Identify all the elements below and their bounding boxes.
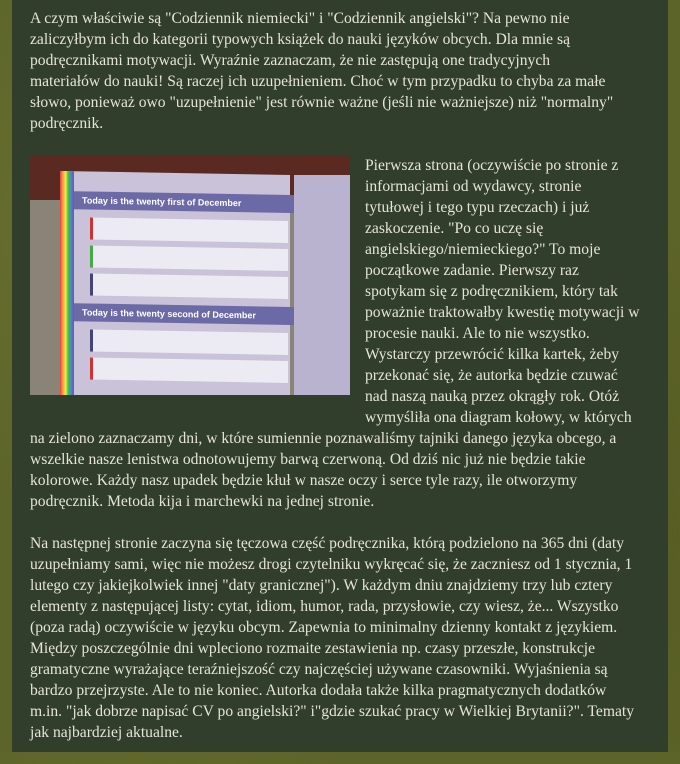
text-line: (poza radą) oczywiście w języku obcym. Zapewnia to minimalny dzienny kontakt z językiem. <box>30 619 618 636</box>
rainbow-edge <box>60 171 74 395</box>
text-line: elementy z następującej listy: cytat, idiom, humor, rada, przysłowie, czy wiesz, że... Wszystko <box>30 598 619 615</box>
text-line: tytułowej i tego typu rzeczach) i już <box>365 199 590 216</box>
text-line: poważnie traktowałby kwestię motywacji w <box>365 304 640 321</box>
quote-card <box>90 218 288 243</box>
fact-card <box>90 274 288 299</box>
quote-card <box>90 358 288 383</box>
text-line: podręcznikami motywacji. Wyraźnie zaznaczam, że nie zastępują one tradycyjnych <box>30 52 551 69</box>
text-line: procesie nauki. Ale to nie wszystko. <box>365 325 590 342</box>
text-line: informacjami od wydawcy, stronie <box>365 178 582 195</box>
day-heading: Today is the twenty second of December <box>74 303 298 325</box>
text-line: uzupełniamy sami, więc nie możesz drogi czytelniku wykręcać się, że zaczniesz od 1 stycznia, 1 <box>30 556 633 573</box>
text-line: Pierwsza strona (oczywiście po stronie z <box>365 157 619 174</box>
text-line: jak najbardziej aktualne. <box>30 724 183 741</box>
paragraph-intro <box>30 8 660 134</box>
text-line: lutego czy jakiejkolwiek innej "daty granicznej"). W każdym dniu znajdziemy trzy lub cztery <box>30 577 613 594</box>
text-line: Między poszczególnie dni wpleciono rozmaite zestawienia np. czasy przeszłe, konstrukcje <box>30 640 596 657</box>
text-line: wymyśliła ona diagram kołowy, w których <box>365 409 632 426</box>
book-page <box>60 171 290 395</box>
content-panel <box>12 0 668 752</box>
book-right-page <box>294 175 350 395</box>
text-line: kolorowe. Każdy nasz upadek będzie kłuł w nasze oczy i serce tyle razy, ile otworzymy <box>30 472 578 489</box>
text-line: podręcznik. <box>30 115 104 132</box>
text-line: bardzo przejrzyste. Ale to nie koniec. Autorka dodała także kilka pragmatycznych dodatków <box>30 682 607 699</box>
text-line: Na następnej stronie zaczyna się tęczowa część podręcznika, którą podzielono na 365 dni (daty <box>30 535 625 552</box>
text-line: Wystarczy przewrócić kilka kartek, żeby <box>365 346 620 363</box>
book-photo <box>30 155 350 395</box>
text-line: zaliczyłbym ich do kategorii typowych książek do nauki języków obcych. Dla mnie są <box>30 31 570 48</box>
text-line: gramatyczne wyrażające teraźniejszość czy najczęściej używane czasowniki. Wyjaśnienia są <box>30 661 608 678</box>
text-line: podręcznik. Metoda kija i marchewki na jednej stronie. <box>30 493 375 510</box>
day-heading: Today is the twenty first of December <box>74 191 298 213</box>
text-line: m.in. "jak dobrze napisać CV po angielski?" i"gdzie szukać pracy w Wielkiej Brytanii?". Tematy <box>30 703 635 720</box>
text-line: materiałów do nauki! Są raczej ich uzupełnieniem. Choć w tym przypadku to chyba za małe <box>30 73 606 90</box>
humor-card <box>90 246 288 271</box>
text-line: zaskoczenie. "Po co uczę się <box>365 220 544 237</box>
text-line: na zielono zaznaczamy dni, w które sumiennie poznawaliśmy tajniki danego języka obcego, a <box>30 430 617 447</box>
text-line: wszelkie nasze lenistwa odnotowujemy barwą czerwoną. Od dziś nic już nie będzie takie <box>30 451 586 468</box>
paragraph-rainbow-section <box>30 533 660 743</box>
text-line: słowo, ponieważ owo "uzupełnienie" jest równie ważne (jeśli nie ważniejsze) niż "normalny" <box>30 94 614 111</box>
text-line: A czym właściwie są "Codziennik niemiecki" i "Codziennik angielski"? Na pewno nie <box>30 10 570 27</box>
text-line: przekonać się, że autorka będzie czuwać <box>365 367 618 384</box>
text-line: nad naszą nauką przez okrągły rok. Otóż <box>365 388 620 405</box>
fact-card <box>90 330 288 355</box>
text-line: początkowe zadanie. Pierwszy raz <box>365 262 579 279</box>
text-line: spotykam się z podręcznikiem, który tak <box>365 283 618 300</box>
text-line: angielskiego/niemieckiego?" To moje <box>365 241 601 258</box>
